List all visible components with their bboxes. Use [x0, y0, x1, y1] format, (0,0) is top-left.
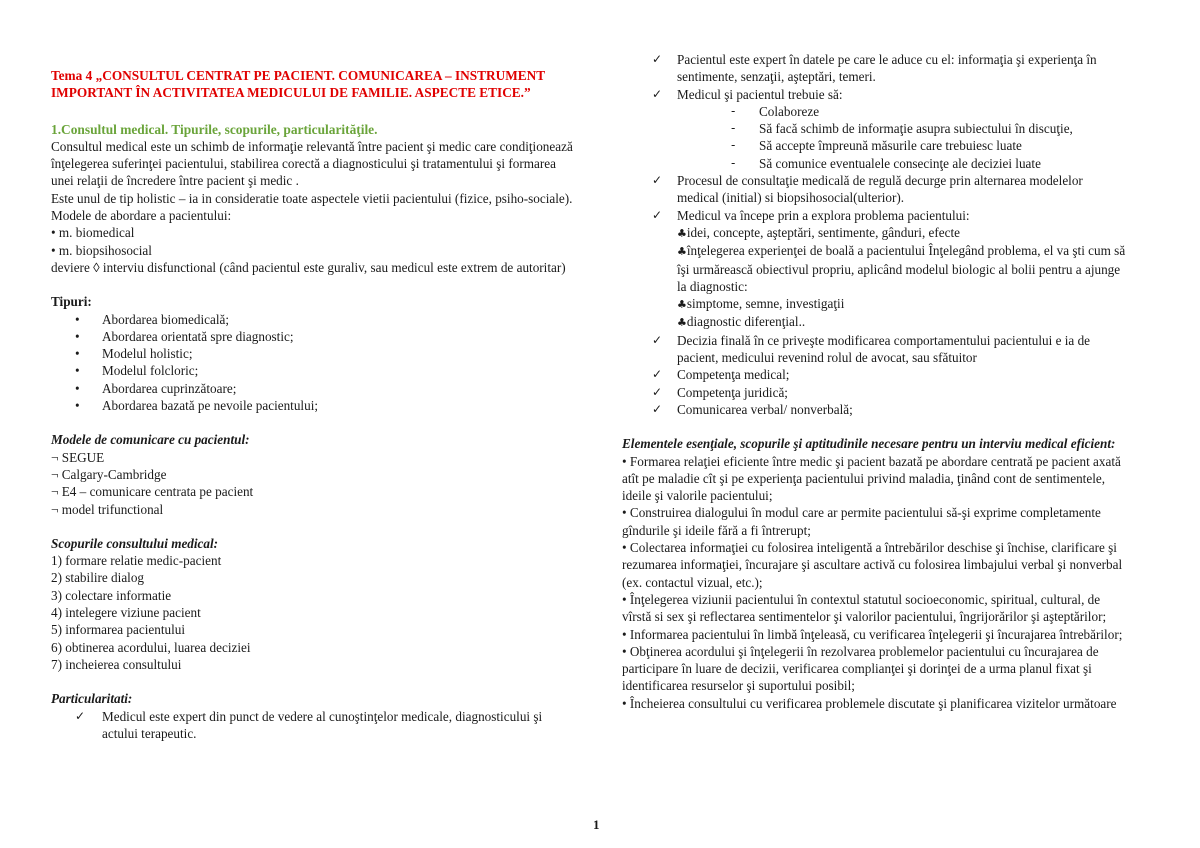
goal-item: 4) intelegere viziune pacient	[51, 605, 201, 621]
comm-model-item: ¬ SEGUE	[51, 449, 105, 465]
comm-model-item: ¬ Calgary-Cambridge	[51, 466, 167, 482]
models-intro: Modele de abordare a pacientului:	[51, 208, 232, 224]
element-item: • Informarea pacientului în limbă înţeleasă, cu verificarea înţelegerii şi încurajarea întrebărilor;	[622, 626, 1123, 642]
dash-icon: -	[731, 138, 736, 153]
checkmark-icon: ✓	[652, 384, 663, 399]
sub-list	[677, 103, 1127, 172]
deviation-note: deviere ◊ interviu disfunctional (când pacientul este guraliv, sau medicul este extrem de autoritar)	[51, 259, 566, 275]
bullet-icon: •	[75, 346, 80, 362]
checkmark-icon: ✓	[652, 367, 663, 382]
right-column	[622, 51, 1127, 712]
checkmark-icon: ✓	[652, 401, 663, 416]
element-item: • Colectarea informaţiei cu folosirea inteligentă a întrebărilor deschise şi închise, clarificare şi rezumarea informaţiei, încurajare şi ascultare activă cu folosirea limbajului verbal şi nonverbal (ex. contactul vizual, etc.);	[622, 540, 1123, 590]
dash-icon: -	[731, 121, 736, 136]
dash-icon: -	[731, 103, 736, 118]
bullet-icon: •	[75, 380, 80, 396]
checkmark-icon: ✓	[652, 173, 663, 188]
club-icon: ♣	[677, 298, 687, 312]
list-item: • Abordarea cuprinzătoare;	[75, 380, 237, 396]
club-icon: ♣	[677, 316, 687, 330]
types-heading: Tipuri:	[51, 294, 92, 310]
comm-model-item: ¬ E4 – comunicare centrata pe pacient	[51, 484, 254, 500]
bullet-icon: •	[75, 311, 80, 327]
list-item: ✓ Medicul este expert din punct de vedere al cunoştinţelor medicale, diagnosticului şi actului terapeutic.	[75, 708, 543, 741]
sub-list-item: - Colaboreze	[731, 103, 820, 119]
checkmark-icon: ✓	[652, 332, 663, 347]
particularities-list	[51, 708, 581, 743]
goal-item: 7) incheierea consultului	[51, 656, 182, 672]
types-list	[51, 311, 581, 415]
goal-item: 2) stabilire dialog	[51, 570, 145, 586]
list-item: ✓ Decizia finală în ce priveşte modificarea comportamentului pacientului e ia de pacient, medicului revenind rolul de avocat, sau sfătuitor	[652, 332, 1091, 366]
goal-item: 5) informarea pacientului	[51, 622, 186, 638]
comm-models-heading: Modele de comunicare cu pacientul:	[51, 432, 250, 448]
list-item: • Modelul folcloric;	[75, 363, 199, 379]
element-item: • Obţinerea acordului şi înţelegerii în rezolvarea problemelor pacientului cu încurajarea de participare în luare de decizii, verificarea complianţei şi dorinţei de a urma planul fixat şi identificarea resurselor şi suportului posibil;	[622, 643, 1099, 694]
element-item: • Formarea relaţiei eficiente între medic şi pacient bazată pe abordare centrată pe pacient axată atît pe maladie cît şi pe experienţa pacientului privind maladia, ţinând cont de sentimentele, ideile şi valorile pacientului;	[622, 453, 1121, 504]
paragraph-holistic: Este unul de tip holistic – ia in consideratie toate aspectele vietii pacientului (fizice, psiho-sociale).	[51, 190, 573, 206]
list-item: ✓ Medicul şi pacientul trebuie să: - Colaboreze - Să facă schimb de informaţie asupra subiectului în discuţie, - Să accepte împreună măsurile care trebuiesc luate - Să comunice eventualele consecinţe ale deciziei luate	[652, 86, 1127, 172]
model-item: • m. biomedical	[51, 225, 135, 241]
bullet-icon: •	[75, 363, 80, 379]
paragraph-definition: Consultul medical este un schimb de informaţie relevantă între pacient şi medic care condiţionează înţelegerea suferinţei pacientului, stabilirea corectă a diagnosticului şi tratamentului şi formarea unei relaţii de încredere între pacient şi medic .	[51, 138, 573, 189]
element-item: • Înţelegerea viziunii pacientului în contextul statutul socioeconomic, spiritual, cultural, de vîrstă si sex şi reflectarea sentimentelor şi valorilor pacientului, îngrijorărilor şi aşteptărilor;	[622, 591, 1107, 625]
list-item: • Abordarea bazată pe nevoile pacientului;	[75, 398, 319, 414]
club-icon: ♣	[677, 226, 687, 240]
checkmark-icon: ✓	[652, 207, 663, 222]
left-column	[51, 67, 581, 742]
list-item: • Abordarea orientată spre diagnostic;	[75, 328, 294, 344]
model-item: • m. biopsihosocial	[51, 242, 152, 258]
list-item: ✓ Procesul de consultaţie medicală de regulă decurge prin alternarea modelelor medical (initial) si biopsihosocial(ulterior).	[652, 173, 1083, 206]
particularities-continued-list	[622, 51, 1127, 418]
element-item: • Construirea dialogului în modul care ar permite pacientului să-şi exprime completamente gîndurile şi ideile fără a fi întrerupt;	[622, 505, 1101, 538]
goal-item: 6) obtinerea acordului, luarea deciziei	[51, 639, 251, 655]
particularities-heading: Particularitati:	[51, 691, 133, 707]
list-item: • Modelul holistic;	[75, 346, 193, 362]
bullet-icon: •	[75, 328, 80, 344]
club-icon: ♣	[677, 245, 687, 259]
checkmark-icon: ✓	[75, 708, 86, 723]
list-item: ✓ Competenţa medical;	[652, 367, 790, 383]
goal-item: 3) colectare informatie	[51, 587, 172, 603]
section-heading: 1.Consultul medical. Tipurile, scopurile, particularităţile.	[51, 121, 378, 137]
checkmark-icon: ✓	[652, 52, 663, 66]
bullet-icon: •	[75, 398, 80, 414]
sub-list-item: - Să facă schimb de informaţie asupra subiectului în discuţie,	[731, 121, 1073, 137]
element-item: • Încheierea consultului cu verificarea problemele discutate şi planificarea vizitelor următoare	[622, 695, 1117, 711]
page-number: 1	[593, 817, 600, 832]
dash-icon: -	[731, 155, 736, 170]
list-item: • Abordarea biomedicală;	[75, 311, 230, 327]
goals-heading: Scopurile consultului medical:	[51, 535, 219, 551]
goal-item: 1) formare relatie medic-pacient	[51, 553, 222, 569]
comm-model-item: ¬ model trifunctional	[51, 501, 164, 517]
sub-list-item: - Să comunice eventualele consecinţe ale deciziei luate	[731, 155, 1041, 171]
elements-heading: Elementele esenţiale, scopurile şi aptitudinile necesare pentru un interviu medical eficient:	[622, 436, 1116, 452]
list-item: ✓ Comunicarea verbal/ nonverbală;	[652, 401, 853, 417]
sub-list-item: - Să accepte împreună măsurile care trebuiesc luate	[731, 138, 1022, 154]
list-item: ✓ Medicul va începe prin a explora problema pacientului: ♣idei, concepte, aşteptări, sentimente, gânduri, efecte ♣înţelegerea experienţei de boală a pacientului Înţelegând problema, el va şti cum să îşi urmărească obiectivul propriu, aplicând modelul biologic al bolii pentru a ajunge la diagnostic: ♣simptome, semne, investigaţii ♣diagnostic diferenţial..	[652, 207, 1126, 330]
list-item: ✓ Competenţa juridică;	[652, 384, 788, 400]
checkmark-icon: ✓	[652, 86, 663, 101]
document-title: Tema 4 „CONSULTUL CENTRAT PE PACIENT. COMUNICAREA – INSTRUMENT IMPORTANT ÎN ACTIVITATEA MEDICULUI DE FAMILIE. ASPECTE ETICE.”	[51, 68, 545, 101]
list-item: ✓ Pacientul este expert în datele pe care le aduce cu el: informaţia şi experienţa în sentimente, senzaţii, aşteptări, temeri.	[652, 52, 1097, 85]
